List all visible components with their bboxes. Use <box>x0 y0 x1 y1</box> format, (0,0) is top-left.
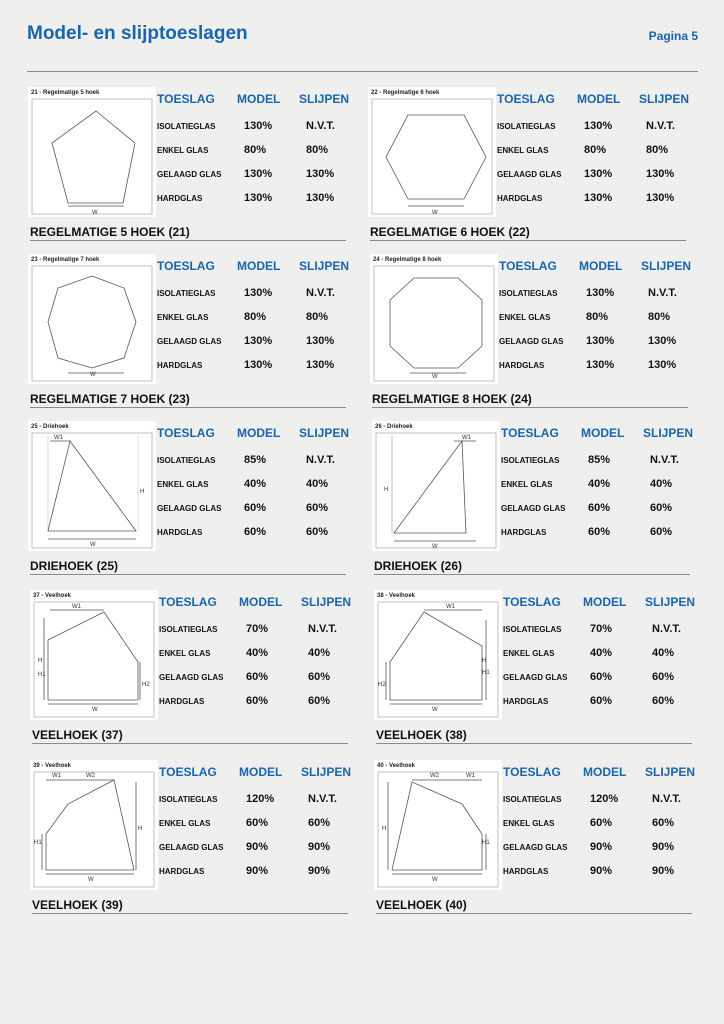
table-row <box>158 622 353 638</box>
table-row <box>158 864 353 880</box>
dimension-label: W <box>92 707 98 713</box>
glass-type: ISOLATIEGLAS <box>503 625 562 634</box>
model-value: 130% <box>244 168 273 180</box>
model-value: 70% <box>246 623 269 635</box>
model-value: 70% <box>590 623 613 635</box>
column-header-slijpen: SLIJPEN <box>299 426 350 440</box>
glass-type: ISOLATIEGLAS <box>157 289 216 298</box>
glass-type: GELAAGD GLAS <box>157 337 222 346</box>
glass-type: ENKEL GLAS <box>159 819 211 828</box>
slijpen-value: 60% <box>308 817 331 829</box>
column-header-model: MODEL <box>583 595 627 609</box>
dimension-label: H1 <box>482 670 490 676</box>
model-value: 85% <box>244 454 267 466</box>
dimension-label: W <box>432 544 438 550</box>
table-row <box>502 646 697 662</box>
dimension-label: W <box>92 210 98 216</box>
table-row <box>158 816 353 832</box>
glass-type: GELAAGD GLAS <box>501 504 566 513</box>
shape-card <box>30 590 352 742</box>
surcharge-table <box>158 760 353 890</box>
shape-drawing <box>30 590 158 720</box>
model-value: 60% <box>590 695 613 707</box>
dimension-label: W1 <box>52 773 61 779</box>
glass-type: ISOLATIEGLAS <box>503 795 562 804</box>
column-header-model: MODEL <box>581 426 625 440</box>
slijpen-value: 40% <box>306 478 329 490</box>
table-row <box>502 792 697 808</box>
section-divider <box>32 913 348 914</box>
diagram-caption: 23 - Regelmatige 7 hoek <box>31 257 100 263</box>
slijpen-value: 80% <box>306 311 329 323</box>
dimension-label: W1 <box>446 604 455 610</box>
glass-type: HARDGLAS <box>157 528 203 537</box>
surcharge-table <box>156 421 351 551</box>
column-header-toeslag: TOESLAG <box>501 426 559 440</box>
shape-card <box>28 421 350 573</box>
surcharge-table <box>156 254 351 384</box>
glass-type: ENKEL GLAS <box>157 480 209 489</box>
table-row <box>156 525 351 541</box>
column-header-slijpen: SLIJPEN <box>301 765 352 779</box>
slijpen-value: N.V.T. <box>648 287 677 299</box>
table-row <box>156 453 351 469</box>
shape-diagram <box>30 760 158 890</box>
table-row <box>156 143 351 159</box>
shape-card <box>28 87 350 239</box>
model-value: 90% <box>246 865 269 877</box>
model-value: 60% <box>588 526 611 538</box>
column-header-slijpen: SLIJPEN <box>645 595 696 609</box>
table-row <box>496 143 691 159</box>
column-header-slijpen: SLIJPEN <box>643 426 694 440</box>
shape-diagram <box>372 421 500 551</box>
shape-drawing <box>372 421 500 551</box>
column-header-model: MODEL <box>237 92 281 106</box>
model-value: 130% <box>584 192 613 204</box>
glass-type: ENKEL GLAS <box>497 146 549 155</box>
table-row <box>500 453 695 469</box>
section-divider <box>30 407 346 408</box>
shape-drawing <box>368 87 496 217</box>
slijpen-value: N.V.T. <box>306 454 335 466</box>
dimension-label: W2 <box>86 773 95 779</box>
diagram-caption: 22 - Regelmatige 6 hoek <box>371 90 440 96</box>
glass-type: ENKEL GLAS <box>503 819 555 828</box>
model-value: 60% <box>244 502 267 514</box>
model-value: 40% <box>246 647 269 659</box>
glass-type: ISOLATIEGLAS <box>497 122 556 131</box>
table-row <box>498 334 693 350</box>
surcharge-table <box>502 760 697 890</box>
section-divider <box>30 240 346 241</box>
glass-type: ISOLATIEGLAS <box>157 122 216 131</box>
model-value: 130% <box>244 287 273 299</box>
dimension-label: H2 <box>142 682 150 688</box>
glass-type: ISOLATIEGLAS <box>159 795 218 804</box>
shape-card <box>370 254 692 406</box>
table-row <box>158 792 353 808</box>
model-value: 90% <box>590 865 613 877</box>
shape-diagram <box>368 87 496 217</box>
slijpen-value: 130% <box>648 335 677 347</box>
shape-diagram <box>28 87 156 217</box>
shape-label: VEELHOEK (37) <box>32 728 123 742</box>
table-row <box>502 622 697 638</box>
model-value: 130% <box>586 335 615 347</box>
table-row <box>156 167 351 183</box>
shape-diagram <box>374 760 502 890</box>
diagram-caption: 26 - Driehoek <box>375 424 413 430</box>
section-divider <box>376 743 692 744</box>
column-header-model: MODEL <box>577 92 621 106</box>
model-value: 80% <box>586 311 609 323</box>
slijpen-value: 90% <box>308 841 331 853</box>
table-row <box>156 286 351 302</box>
shape-card <box>368 87 690 239</box>
dimension-label: W <box>432 707 438 713</box>
column-header-model: MODEL <box>237 259 281 273</box>
column-header-slijpen: SLIJPEN <box>301 595 352 609</box>
model-value: 120% <box>246 793 275 805</box>
slijpen-value: 130% <box>306 192 335 204</box>
column-header-toeslag: TOESLAG <box>157 259 215 273</box>
shape-label: REGELMATIGE 5 HOEK (21) <box>30 225 190 239</box>
slijpen-value: 90% <box>652 865 675 877</box>
glass-type: ENKEL GLAS <box>503 649 555 658</box>
glass-type: ENKEL GLAS <box>499 313 551 322</box>
dimension-label: W <box>90 372 96 378</box>
glass-type: HARDGLAS <box>159 867 205 876</box>
slijpen-value: N.V.T. <box>306 287 335 299</box>
dimension-label: W2 <box>430 773 439 779</box>
diagram-caption: 24 - Regelmatige 8 hoek <box>373 257 442 263</box>
slijpen-value: 60% <box>652 695 675 707</box>
table-row <box>498 358 693 374</box>
model-value: 130% <box>244 120 273 132</box>
glass-type: HARDGLAS <box>499 361 545 370</box>
slijpen-value: 60% <box>308 671 331 683</box>
slijpen-value: N.V.T. <box>650 454 679 466</box>
column-header-model: MODEL <box>237 426 281 440</box>
model-value: 90% <box>590 841 613 853</box>
diagram-caption: 40 - Veelhoek <box>377 763 416 769</box>
section-divider <box>30 574 346 575</box>
shape-drawing <box>374 760 502 890</box>
shape-label: DRIEHOEK (25) <box>30 559 119 573</box>
glass-type: HARDGLAS <box>159 697 205 706</box>
dimension-label: H <box>482 658 487 664</box>
shape-drawing <box>374 590 502 720</box>
table-row <box>156 310 351 326</box>
dimension-label: W <box>432 210 438 216</box>
slijpen-value: 60% <box>308 695 331 707</box>
slijpen-value: 80% <box>646 144 669 156</box>
shape-drawing <box>30 760 158 890</box>
shape-diagram <box>370 254 498 384</box>
column-header-toeslag: TOESLAG <box>503 765 561 779</box>
shape-label: REGELMATIGE 8 HOEK (24) <box>372 392 532 406</box>
page-title: Model- en slijptoeslagen <box>27 23 248 44</box>
shape-diagram <box>28 421 156 551</box>
dimension-label: H <box>382 826 387 832</box>
table-row <box>496 167 691 183</box>
column-header-slijpen: SLIJPEN <box>299 259 350 273</box>
header-divider <box>27 71 698 72</box>
glass-type: HARDGLAS <box>503 867 549 876</box>
slijpen-value: 130% <box>646 168 675 180</box>
slijpen-value: 130% <box>648 359 677 371</box>
model-value: 130% <box>244 335 273 347</box>
slijpen-value: N.V.T. <box>646 120 675 132</box>
shape-diagram <box>28 254 156 384</box>
glass-type: ISOLATIEGLAS <box>159 625 218 634</box>
glass-type: ISOLATIEGLAS <box>501 456 560 465</box>
dimension-label: W1 <box>462 435 471 441</box>
model-value: 80% <box>244 144 267 156</box>
column-header-slijpen: SLIJPEN <box>639 92 690 106</box>
model-value: 130% <box>584 168 613 180</box>
diagram-caption: 21 - Regelmatige 5 hoek <box>31 90 100 96</box>
page-number: Pagina 5 <box>648 29 698 43</box>
section-divider <box>376 913 692 914</box>
table-row <box>500 477 695 493</box>
surcharge-table <box>158 590 353 720</box>
glass-type: HARDGLAS <box>503 697 549 706</box>
table-row <box>158 694 353 710</box>
slijpen-value: 60% <box>306 502 329 514</box>
model-value: 130% <box>586 287 615 299</box>
glass-type: ENKEL GLAS <box>501 480 553 489</box>
table-row <box>156 501 351 517</box>
slijpen-value: 90% <box>652 841 675 853</box>
dimension-label: H <box>140 489 145 495</box>
slijpen-value: 130% <box>306 335 335 347</box>
section-divider <box>370 240 686 241</box>
shape-label: VEELHOEK (38) <box>376 728 467 742</box>
slijpen-value: N.V.T. <box>308 623 337 635</box>
table-row <box>498 310 693 326</box>
model-value: 60% <box>590 671 613 683</box>
table-row <box>502 670 697 686</box>
dimension-label: W <box>432 374 438 380</box>
shape-card <box>30 760 352 912</box>
slijpen-value: 40% <box>650 478 673 490</box>
section-divider <box>374 574 690 575</box>
glass-type: ENKEL GLAS <box>157 313 209 322</box>
model-value: 60% <box>246 671 269 683</box>
glass-type: GELAAGD GLAS <box>157 170 222 179</box>
surcharge-table <box>502 590 697 720</box>
model-value: 60% <box>590 817 613 829</box>
table-row <box>502 864 697 880</box>
model-value: 90% <box>246 841 269 853</box>
table-row <box>156 119 351 135</box>
table-row <box>498 286 693 302</box>
dimension-label: W1 <box>466 773 475 779</box>
model-value: 60% <box>588 502 611 514</box>
model-value: 85% <box>588 454 611 466</box>
glass-type: HARDGLAS <box>497 194 543 203</box>
glass-type: GELAAGD GLAS <box>159 843 224 852</box>
slijpen-value: 60% <box>650 502 673 514</box>
glass-type: GELAAGD GLAS <box>159 673 224 682</box>
table-row <box>502 816 697 832</box>
column-header-slijpen: SLIJPEN <box>299 92 350 106</box>
shape-drawing <box>28 254 156 384</box>
slijpen-value: 40% <box>652 647 675 659</box>
dimension-label: W <box>88 877 94 883</box>
dimension-label: H1 <box>38 672 46 678</box>
shape-card <box>372 421 694 573</box>
table-row <box>502 840 697 856</box>
glass-type: GELAAGD GLAS <box>499 337 564 346</box>
model-value: 130% <box>244 192 273 204</box>
table-row <box>500 525 695 541</box>
slijpen-value: 80% <box>306 144 329 156</box>
slijpen-value: N.V.T. <box>306 120 335 132</box>
slijpen-value: N.V.T. <box>652 793 681 805</box>
column-header-toeslag: TOESLAG <box>497 92 555 106</box>
column-header-toeslag: TOESLAG <box>159 595 217 609</box>
glass-type: GELAAGD GLAS <box>503 843 568 852</box>
section-divider <box>32 743 348 744</box>
dimension-label: H2 <box>378 682 386 688</box>
glass-type: ENKEL GLAS <box>157 146 209 155</box>
column-header-model: MODEL <box>239 765 283 779</box>
shape-label: VEELHOEK (39) <box>32 898 123 912</box>
shape-drawing <box>28 87 156 217</box>
dimension-label: H <box>384 487 389 493</box>
model-value: 120% <box>590 793 619 805</box>
glass-type: ISOLATIEGLAS <box>499 289 558 298</box>
shape-card <box>374 760 696 912</box>
glass-type: ENKEL GLAS <box>159 649 211 658</box>
model-value: 40% <box>244 478 267 490</box>
model-value: 80% <box>584 144 607 156</box>
column-header-slijpen: SLIJPEN <box>645 765 696 779</box>
table-row <box>156 477 351 493</box>
diagram-caption: 39 - Veelhoek <box>33 763 72 769</box>
slijpen-value: 130% <box>646 192 675 204</box>
dimension-label: H <box>138 826 143 832</box>
shape-diagram <box>374 590 502 720</box>
slijpen-value: 60% <box>306 526 329 538</box>
table-row <box>156 358 351 374</box>
shape-diagram <box>30 590 158 720</box>
glass-type: ISOLATIEGLAS <box>157 456 216 465</box>
column-header-toeslag: TOESLAG <box>159 765 217 779</box>
table-row <box>496 191 691 207</box>
column-header-model: MODEL <box>239 595 283 609</box>
column-header-model: MODEL <box>583 765 627 779</box>
dimension-label: W1 <box>54 435 63 441</box>
column-header-toeslag: TOESLAG <box>499 259 557 273</box>
section-divider <box>372 407 688 408</box>
glass-type: HARDGLAS <box>157 361 203 370</box>
model-value: 60% <box>246 817 269 829</box>
slijpen-value: 60% <box>652 671 675 683</box>
model-value: 40% <box>590 647 613 659</box>
model-value: 60% <box>246 695 269 707</box>
slijpen-value: 130% <box>306 168 335 180</box>
column-header-toeslag: TOESLAG <box>157 92 215 106</box>
dimension-label: H1 <box>482 840 490 846</box>
slijpen-value: 90% <box>308 865 331 877</box>
shape-label: REGELMATIGE 7 HOEK (23) <box>30 392 190 406</box>
glass-type: GELAAGD GLAS <box>503 673 568 682</box>
glass-type: HARDGLAS <box>501 528 547 537</box>
model-value: 40% <box>588 478 611 490</box>
slijpen-value: 130% <box>306 359 335 371</box>
glass-type: GELAAGD GLAS <box>497 170 562 179</box>
table-row <box>156 191 351 207</box>
model-value: 80% <box>244 311 267 323</box>
column-header-toeslag: TOESLAG <box>503 595 561 609</box>
column-header-toeslag: TOESLAG <box>157 426 215 440</box>
model-value: 130% <box>244 359 273 371</box>
table-row <box>156 334 351 350</box>
shape-label: DRIEHOEK (26) <box>374 559 463 573</box>
glass-type: HARDGLAS <box>157 194 203 203</box>
shape-card <box>374 590 696 742</box>
shape-label: REGELMATIGE 6 HOEK (22) <box>370 225 530 239</box>
dimension-label: W1 <box>72 604 81 610</box>
slijpen-value: 60% <box>652 817 675 829</box>
slijpen-value: 40% <box>308 647 331 659</box>
table-row <box>158 670 353 686</box>
dimension-label: W <box>90 542 96 548</box>
surcharge-table <box>500 421 695 551</box>
slijpen-value: 60% <box>650 526 673 538</box>
dimension-label: W <box>432 877 438 883</box>
slijpen-value: 80% <box>648 311 671 323</box>
surcharge-table <box>498 254 693 384</box>
surcharge-table <box>156 87 351 217</box>
model-value: 130% <box>586 359 615 371</box>
shape-card <box>28 254 350 406</box>
glass-type: GELAAGD GLAS <box>157 504 222 513</box>
table-row <box>496 119 691 135</box>
table-row <box>158 840 353 856</box>
slijpen-value: N.V.T. <box>652 623 681 635</box>
surcharge-table <box>496 87 691 217</box>
diagram-caption: 25 - Driehoek <box>31 424 69 430</box>
dimension-label: H1 <box>34 840 42 846</box>
slijpen-value: N.V.T. <box>308 793 337 805</box>
shape-drawing <box>28 421 156 551</box>
model-value: 130% <box>584 120 613 132</box>
shape-label: VEELHOEK (40) <box>376 898 467 912</box>
diagram-caption: 37 - Veelhoek <box>33 593 72 599</box>
dimension-label: H <box>38 658 43 664</box>
diagram-caption: 38 - Veelhoek <box>377 593 416 599</box>
column-header-model: MODEL <box>579 259 623 273</box>
column-header-slijpen: SLIJPEN <box>641 259 692 273</box>
model-value: 60% <box>244 526 267 538</box>
table-row <box>158 646 353 662</box>
table-row <box>500 501 695 517</box>
table-row <box>502 694 697 710</box>
shape-drawing <box>370 254 498 384</box>
